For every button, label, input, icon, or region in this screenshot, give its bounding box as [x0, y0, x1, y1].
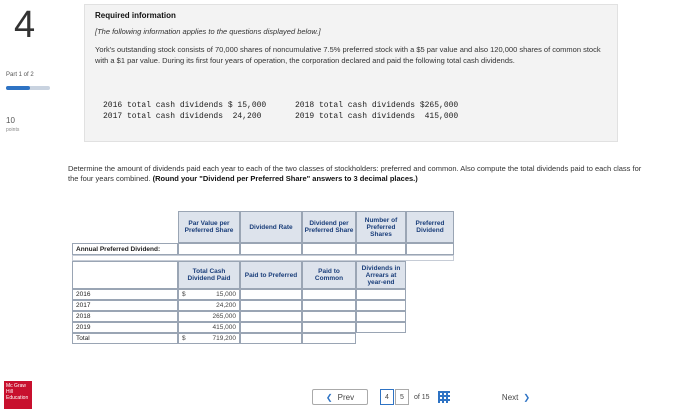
row-year-2018: 2018 — [72, 311, 178, 322]
total-cash-2016 — [178, 289, 240, 300]
total-cash-2019 — [178, 322, 240, 333]
total-cash-value: 15,000 — [216, 291, 236, 298]
paid-common-2017-input[interactable] — [302, 300, 356, 311]
prev-label: Prev — [337, 392, 355, 402]
arrears-2016-input[interactable] — [356, 289, 406, 300]
header-par-value: Par Value per Preferred Share — [178, 211, 240, 243]
required-info-subtitle: [The following information applies to the questions displayed below.] — [95, 27, 321, 36]
par-value-input[interactable] — [178, 243, 240, 255]
cash-dividend-2016: 2016 total cash dividends $ 15,000 — [103, 101, 267, 110]
dollar-sign: $ — [182, 335, 186, 342]
mcgraw-hill-logo — [4, 381, 32, 409]
page-of-label: of 15 — [414, 393, 430, 401]
page-button-5[interactable]: 5 — [395, 389, 409, 405]
arrears-2019-input[interactable] — [356, 322, 406, 333]
page-navigation — [380, 389, 450, 405]
number-of-shares-input[interactable] — [356, 243, 406, 255]
dividend-per-share-input[interactable] — [302, 243, 356, 255]
cash-row — [103, 111, 458, 122]
header-dividend-rate: Dividend Rate — [240, 211, 302, 243]
required-info-paragraph: York's outstanding stock consists of 70,000 shares of noncumulative 7.5% preferred stock with a $5 par value and also 120,000 shares of common stock with a $1 par value. During its first four years of operation, the corporation declared and paid the following total cash dividends. — [95, 45, 601, 65]
total-cash-total — [178, 333, 240, 344]
cash-dividend-2018: 2018 total cash dividends $265,000 — [295, 101, 459, 110]
paid-preferred-2016-input[interactable] — [240, 289, 302, 300]
points-label: points — [6, 127, 20, 133]
total-cash-value: 24,200 — [216, 302, 236, 309]
arrears-2018-input[interactable] — [356, 311, 406, 322]
prev-button[interactable] — [312, 389, 368, 405]
page-button-4[interactable]: 4 — [380, 389, 394, 405]
cash-row — [103, 100, 458, 111]
logo-text: Mc Graw Hill Education — [6, 383, 29, 401]
paid-common-2016-input[interactable] — [302, 289, 356, 300]
paid-common-2018-input[interactable] — [302, 311, 356, 322]
header-paid-to-preferred: Paid to Preferred — [240, 261, 302, 289]
total-cash-value: 265,000 — [212, 313, 236, 320]
header-total-cash: Total Cash Dividend Paid — [178, 261, 240, 289]
required-info-title: Required information — [95, 11, 176, 20]
paid-common-2019-input[interactable] — [302, 322, 356, 333]
paid-preferred-2017-input[interactable] — [240, 300, 302, 311]
dollar-sign: $ — [182, 291, 186, 298]
question-number: 4 — [14, 4, 36, 46]
part-progress-fill — [6, 86, 30, 90]
row-year-2017: 2017 — [72, 300, 178, 311]
preferred-dividend-input[interactable] — [406, 243, 454, 255]
next-label: Next — [501, 392, 519, 402]
chevron-left-icon: ❮ — [325, 392, 333, 402]
points-value: 10 — [6, 116, 15, 125]
total-cash-2017 — [178, 300, 240, 311]
instructions — [68, 164, 648, 184]
left-rail — [0, 0, 60, 414]
header-preferred-dividend: Preferred Dividend — [406, 211, 454, 243]
paid-common-total-input[interactable] — [302, 333, 356, 344]
paid-preferred-total-input[interactable] — [240, 333, 302, 344]
paid-preferred-2018-input[interactable] — [240, 311, 302, 322]
cash-dividends-block — [103, 100, 458, 122]
chevron-right-icon: ❯ — [523, 392, 531, 402]
instructions-text: Determine the amount of dividends paid each year to each of the two classes of stockholders: preferred and common. Also compute the total dividends paid to each class for the four years combined. — [68, 164, 642, 183]
instructions-bold: (Round your "Dividend per Preferred Share" answers to 3 decimal places.) — [152, 174, 418, 183]
row-total: Total — [72, 333, 178, 344]
header-dividend-per-share: Dividend per Preferred Share — [302, 211, 356, 243]
cash-dividend-2019: 2019 total cash dividends 415,000 — [295, 112, 459, 121]
total-cash-2018 — [178, 311, 240, 322]
annual-preferred-label: Annual Preferred Dividend: — [72, 243, 178, 255]
dividend-rate-input[interactable] — [240, 243, 302, 255]
part-progress-bar — [6, 86, 50, 90]
required-information-box — [84, 4, 618, 142]
row-year-2019: 2019 — [72, 322, 178, 333]
header-number-of-shares: Number of Preferred Shares — [356, 211, 406, 243]
next-button[interactable] — [488, 389, 544, 405]
grid-view-icon[interactable] — [438, 391, 450, 403]
total-cash-value: 719,200 — [212, 335, 236, 342]
paid-preferred-2019-input[interactable] — [240, 322, 302, 333]
header-paid-to-common: Paid to Common — [302, 261, 356, 289]
part-label: Part 1 of 2 — [6, 72, 34, 78]
cash-dividend-2017: 2017 total cash dividends 24,200 — [103, 112, 262, 121]
year-header-blank — [72, 261, 178, 289]
arrears-2017-input[interactable] — [356, 300, 406, 311]
row-year-2016: 2016 — [72, 289, 178, 300]
header-dividends-in-arrears: Dividends in Arrears at year-end — [356, 261, 406, 289]
total-cash-value: 415,000 — [212, 324, 236, 331]
